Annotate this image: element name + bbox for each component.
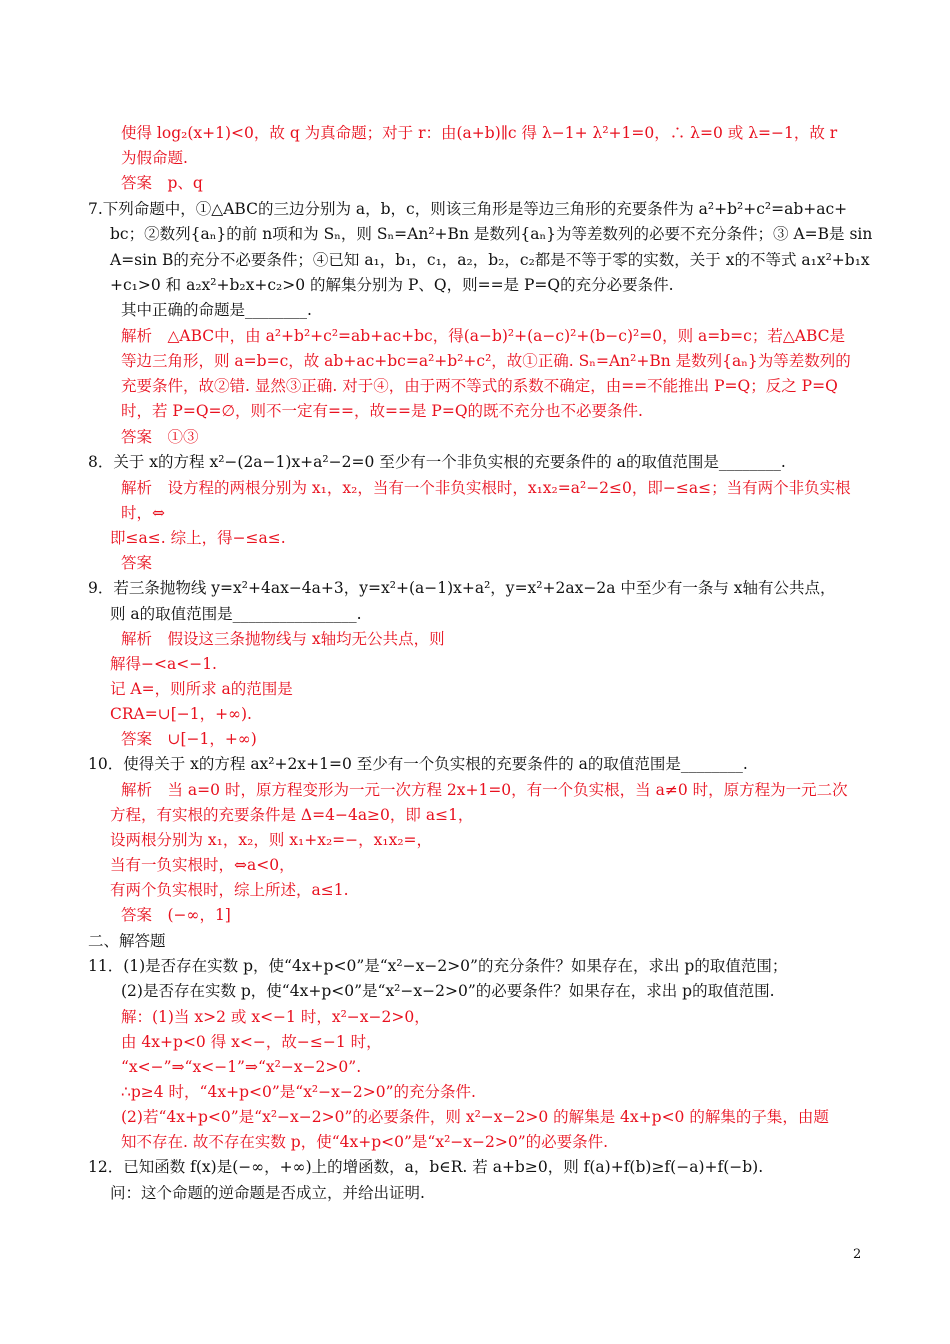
text-line-36: 解：(1)当 x>2 或 x<−1 时，x²−x−2>0，	[121, 1008, 430, 1026]
text-line-41: 知不存在. 故不存在实数 p，使“4x+p<0”是“x²−x−2>0”的必要条件.	[121, 1133, 609, 1151]
text-line-17: 即≤a≤. 综上，得−≤a≤.	[110, 529, 286, 547]
text-line-11: 充要条件，故②错. 显然③正确. 对于④，由于两不等式的系数不确定，由==不能推出 P=Q；反之 P=Q	[121, 377, 838, 395]
text-line-43: 问：这个命题的逆命题是否成立，并给出证明.	[110, 1184, 425, 1202]
text-line-13: 答案 ①③	[121, 428, 199, 446]
text-line-22: 解得−<a<−1.	[110, 655, 217, 673]
text-line-38: “x<−”⇒“x<−1”⇒“x²−x−2>0”.	[121, 1058, 362, 1076]
text-line-9: 解析 △ABC中，由 a²+b²+c²=ab+ac+bc，得(a−b)²+(a−c)²+(b−c)²=0，则 a=b=c；若△ABC是	[121, 327, 845, 345]
text-line-5: bc；②数列{aₙ}的前 n项和为 Sₙ，则 Sₙ=An²+Bn 是数列{aₙ}为等差数列的必要不充分条件；③ A=B是 sin	[110, 225, 873, 243]
text-line-42: 12．已知函数 f(x)是(−∞，+∞)上的增函数，a，b∈R. 若 a+b≥0，则 f(a)+f(b)≥f(−a)+f(−b).	[88, 1158, 764, 1176]
text-line-21: 解析 假设这三条抛物线与 x轴均无公共点，则	[121, 630, 445, 648]
text-line-14: 8．关于 x的方程 x²−(2a−1)x+a²−2=0 至少有一个非负实根的充要条件的 a的取值范围是________.	[88, 453, 786, 471]
text-line-3: 答案 p、q	[121, 174, 203, 192]
text-line-19: 9．若三条抛物线 y=x²+4ax−4a+3，y=x²+(a−1)x+a²，y=x²+2ax−2a 中至少有一条与 x轴有公共点，	[88, 579, 836, 597]
text-line-8: 其中正确的命题是________.	[121, 301, 312, 319]
text-line-39: ∴p≥4 时，“4x+p<0”是“x²−x−2>0”的充分条件.	[121, 1083, 476, 1101]
text-line-18: 答案	[121, 554, 153, 572]
text-line-7: +c₁>0 和 a₂x²+b₂x+c₂>0 的解集分别为 P、Q，则==是 P=Q的充分必要条件.	[110, 276, 674, 294]
text-line-25: 答案 ∪[−1，+∞)	[121, 730, 257, 748]
text-line-23: 记 A=，则所求 a的范围是	[110, 680, 293, 698]
text-line-2: 为假命题.	[121, 149, 188, 167]
text-line-4: 7.下列命题中，①△ABC的三边分别为 a，b，c，则该三角形是等边三角形的充要条件为 a²+b²+c²=ab+ac+	[88, 200, 848, 218]
text-line-12: 时，若 P=Q=∅，则不一定有==，故==是 P=Q的既不充分也不必要条件.	[121, 402, 643, 420]
text-line-31: 有两个负实根时，综上所述，a≤1.	[110, 881, 349, 899]
text-line-10: 等边三角形，则 a=b=c，故 ab+ac+bc=a²+b²+c²，故①正确. Sₙ=An²+Bn 是数列{aₙ}为等差数列的	[121, 352, 851, 370]
text-line-24: CRA=∪[−1，+∞).	[110, 705, 252, 723]
text-line-27: 解析 当 a=0 时，原方程变形为一元一次方程 2x+1=0，有一个负实根，当 a≠0 时，原方程为一元二次	[121, 781, 848, 799]
text-line-40: (2)若“4x+p<0”是“x²−x−2>0”的必要条件，则 x²−x−2>0 的解集是 4x+p<0 的解集的子集，由题	[121, 1108, 829, 1126]
text-line-16: 时，⇔	[121, 504, 165, 522]
text-line-32: 答案 (−∞，1]	[121, 906, 231, 924]
text-line-37: 由 4x+p<0 得 x<−，故−≤−1 时，	[121, 1033, 382, 1051]
text-line-15: 解析 设方程的两根分别为 x₁，x₂，当有一个非负实根时，x₁x₂=a²−2≤0，即−≤a≤；当有两个非负实根	[121, 479, 851, 497]
text-line-30: 当有一负实根时，⇔a<0，	[110, 856, 295, 874]
text-line-6: A=sin B的充分不必要条件；④已知 a₁，b₁，c₁，a₂，b₂，c₂都是不等于零的实数，关于 x的不等式 a₁x²+b₁x	[110, 251, 870, 269]
text-line-28: 方程，有实根的充要条件是 Δ=4−4a≥0，即 a≤1，	[110, 806, 474, 824]
page-number: 2	[853, 1247, 862, 1262]
text-line-26: 10．使得关于 x的方程 ax²+2x+1=0 至少有一个负实根的充要条件的 a的取值范围是________.	[88, 755, 748, 773]
text-line-20: 则 a的取值范围是________________.	[110, 605, 362, 623]
text-line-1: 使得 log₂(x+1)<0，故 q 为真命题；对于 r：由(a+b)∥c 得 λ−1+ λ²+1=0，∴ λ=0 或 λ=−1，故 r	[121, 124, 838, 142]
text-line-33: 二、解答题	[88, 932, 166, 950]
text-line-29: 设两根分别为 x₁，x₂，则 x₁+x₂=−，x₁x₂=，	[110, 831, 433, 849]
text-line-34: 11．(1)是否存在实数 p，使“4x+p<0”是“x²−x−2>0”的充分条件？如果存在，求出 p的取值范围；	[88, 957, 788, 975]
text-line-35: (2)是否存在实数 p，使“4x+p<0”是“x²−x−2>0”的必要条件？如果存在，求出 p的取值范围.	[121, 982, 775, 1000]
